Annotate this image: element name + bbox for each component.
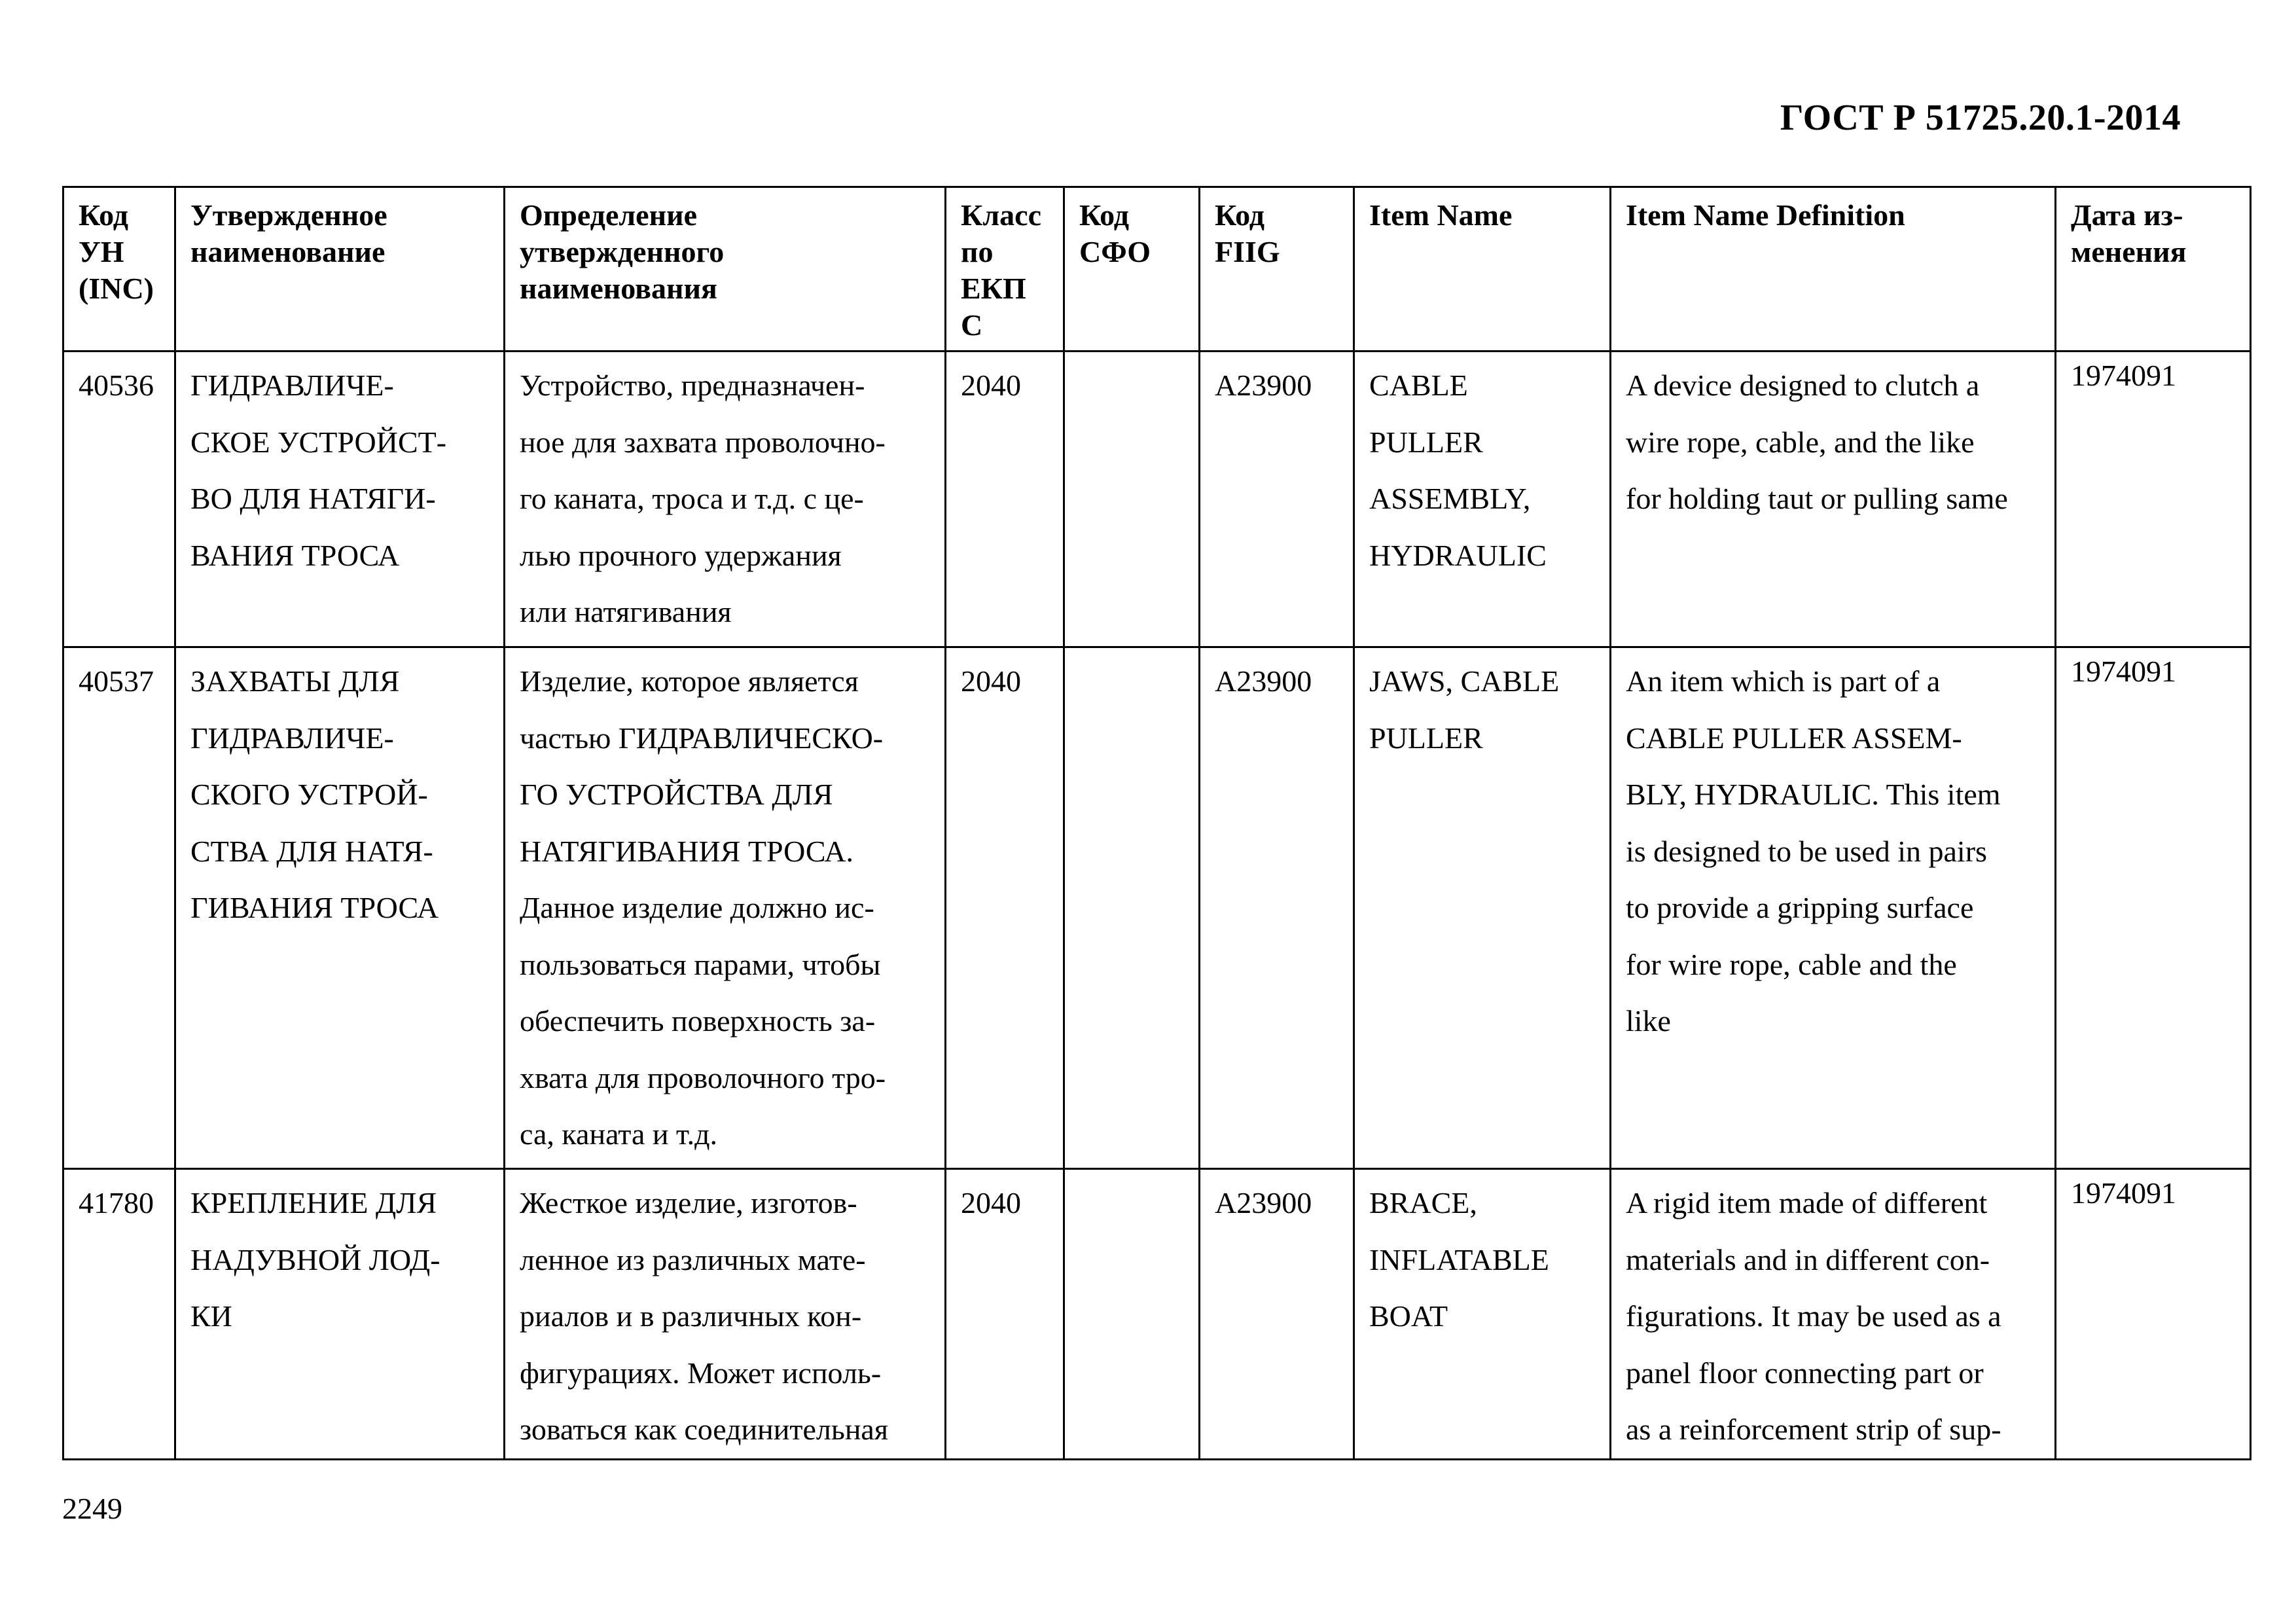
- cell-inc: 40537: [63, 647, 175, 1169]
- table-header-row: [63, 187, 2251, 352]
- cell-sfo-code: [1064, 1169, 1200, 1460]
- cell-item-name-definition: A device designed to clutch a wire rope, cable, and the like for holding taut or pulling same: [1611, 352, 2056, 647]
- cell-item-name-definition: An item which is part of a CABLE PULLER ASSEM- BLY, HYDRAULIC. This item is designed to be used in pairs to provide a gripping surface for wire rope, cable and the like: [1611, 647, 2056, 1169]
- column-header-ekps-class: Класс по ЕКП С: [946, 187, 1064, 352]
- cell-approved-name-definition: Изделие, которое является частью ГИДРАВЛИЧЕСКО- ГО УСТРОЙСТВА ДЛЯ НАТЯГИВАНИЯ ТРОСА. Данное изделие должно ис- пользоваться парами, чтобы обеспечить поверхность за- хвата для проволочного тро- са, каната и т.д.: [505, 647, 946, 1169]
- cell-approved-name: КРЕПЛЕНИЕ ДЛЯ НАДУВНОЙ ЛОД- КИ: [175, 1169, 505, 1460]
- item-name-table: [62, 186, 2251, 1460]
- table-row: [63, 647, 2251, 1169]
- column-header-sfo-code: Код СФО: [1064, 187, 1200, 352]
- cell-inc: 40536: [63, 352, 175, 647]
- cell-sfo-code: [1064, 647, 1200, 1169]
- cell-ekps-class: 2040: [946, 1169, 1064, 1460]
- cell-fiig-code: A23900: [1200, 352, 1354, 647]
- cell-change-date: 1974091: [2056, 647, 2251, 1169]
- cell-approved-name-definition: Устройство, предназначен- ное для захвата проволочно- го каната, троса и т.д. с це- лью прочного удержания или натягивания: [505, 352, 946, 647]
- cell-change-date: 1974091: [2056, 352, 2251, 647]
- cell-item-name: CABLE PULLER ASSEMBLY, HYDRAULIC: [1354, 352, 1611, 647]
- cell-change-date: 1974091: [2056, 1169, 2251, 1460]
- cell-fiig-code: A23900: [1200, 1169, 1354, 1460]
- cell-sfo-code: [1064, 352, 1200, 647]
- cell-inc: 41780: [63, 1169, 175, 1460]
- column-header-approved-name-definition: Определение утвержденного наименования: [505, 187, 946, 352]
- column-header-inc: Код УН (INC): [63, 187, 175, 352]
- cell-ekps-class: 2040: [946, 352, 1064, 647]
- page-number: 2249: [62, 1492, 122, 1525]
- table-row: [63, 352, 2251, 647]
- cell-fiig-code: A23900: [1200, 647, 1354, 1169]
- cell-item-name: JAWS, CABLE PULLER: [1354, 647, 1611, 1169]
- document-code: ГОСТ Р 51725.20.1-2014: [1780, 98, 2181, 138]
- cell-approved-name: ЗАХВАТЫ ДЛЯ ГИДРАВЛИЧЕ- СКОГО УСТРОЙ- СТВА ДЛЯ НАТЯ- ГИВАНИЯ ТРОСА: [175, 647, 505, 1169]
- column-header-item-name-definition: Item Name Definition: [1611, 187, 2056, 352]
- cell-approved-name-definition: Жесткое изделие, изготов- ленное из различных мате- риалов и в различных кон- фигурациях. Может исполь- зоваться как соединительная: [505, 1169, 946, 1460]
- column-header-item-name: Item Name: [1354, 187, 1611, 352]
- column-header-change-date: Дата из- менения: [2056, 187, 2251, 352]
- table-row: [63, 1169, 2251, 1460]
- cell-item-name: BRACE, INFLATABLE BOAT: [1354, 1169, 1611, 1460]
- cell-approved-name: ГИДРАВЛИЧЕ- СКОЕ УСТРОЙСТ- ВО ДЛЯ НАТЯГИ- ВАНИЯ ТРОСА: [175, 352, 505, 647]
- column-header-approved-name: Утвержденное наименование: [175, 187, 505, 352]
- cell-item-name-definition: A rigid item made of different materials and in different con- figurations. It may be used as a panel floor connecting part or as a reinforcement strip of sup-: [1611, 1169, 2056, 1460]
- cell-ekps-class: 2040: [946, 647, 1064, 1169]
- column-header-fiig-code: Код FIIG: [1200, 187, 1354, 352]
